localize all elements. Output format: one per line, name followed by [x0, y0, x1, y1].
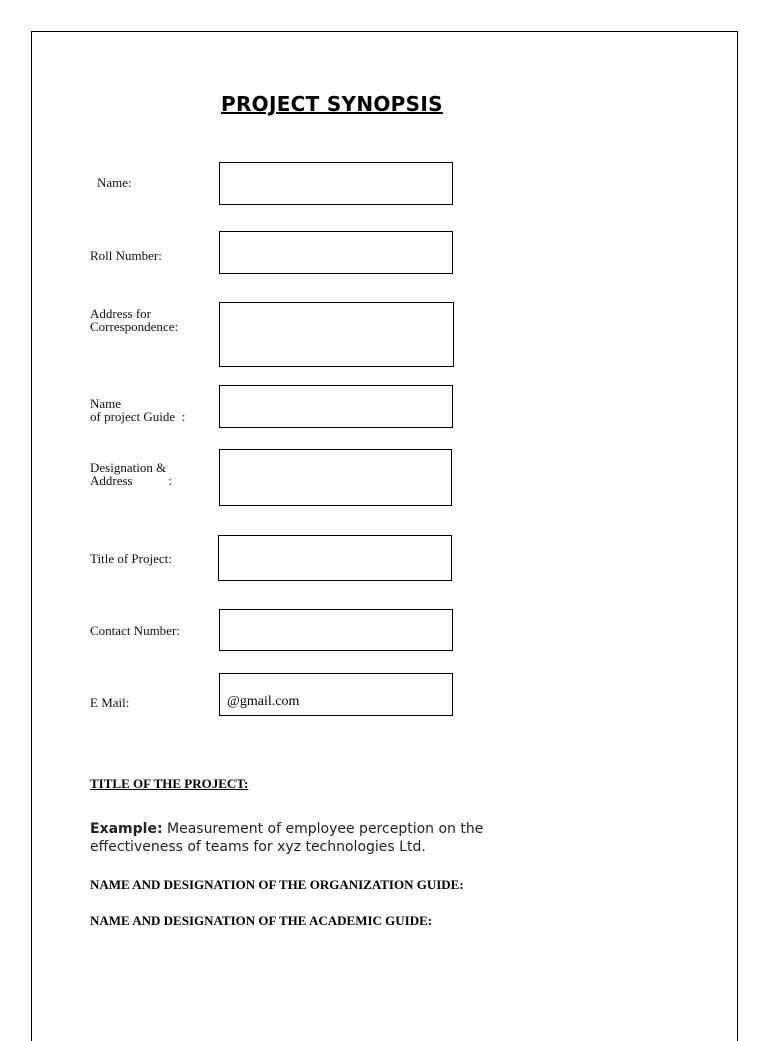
designation-label: Designation & Address :: [90, 460, 172, 488]
project-title-label: Title of Project:: [90, 551, 172, 566]
name-field[interactable]: [219, 162, 453, 205]
roll-number-label: Roll Number:: [90, 248, 162, 263]
project-guide-label: Name of project Guide :: [90, 396, 186, 424]
email-field[interactable]: [219, 673, 453, 716]
address-label: Address for Correspondence:: [90, 306, 179, 334]
academic-guide-heading: NAME AND DESIGNATION OF THE ACADEMIC GUIDE:: [90, 913, 433, 928]
contact-number-field[interactable]: [219, 609, 453, 651]
project-title-heading: TITLE OF THE PROJECT:: [90, 776, 249, 791]
example-label: Example:: [90, 821, 163, 837]
contact-number-label: Contact Number:: [90, 623, 180, 638]
page-title: PROJECT SYNOPSIS: [221, 92, 443, 116]
email-value: @gmail.com: [227, 694, 300, 709]
example-paragraph: [90, 820, 550, 856]
name-label: Name:: [97, 175, 132, 190]
address-field[interactable]: [219, 302, 454, 367]
email-label: E Mail:: [90, 695, 130, 710]
designation-field[interactable]: [219, 449, 452, 506]
project-guide-field[interactable]: [219, 385, 453, 428]
org-guide-heading: NAME AND DESIGNATION OF THE ORGANIZATION GUIDE:: [90, 877, 464, 892]
roll-number-field[interactable]: [219, 231, 453, 274]
example-text: Measurement of employee perception on the effectiveness of teams for xyz technologies Ltd.: [90, 821, 484, 855]
project-title-field[interactable]: [218, 535, 452, 581]
